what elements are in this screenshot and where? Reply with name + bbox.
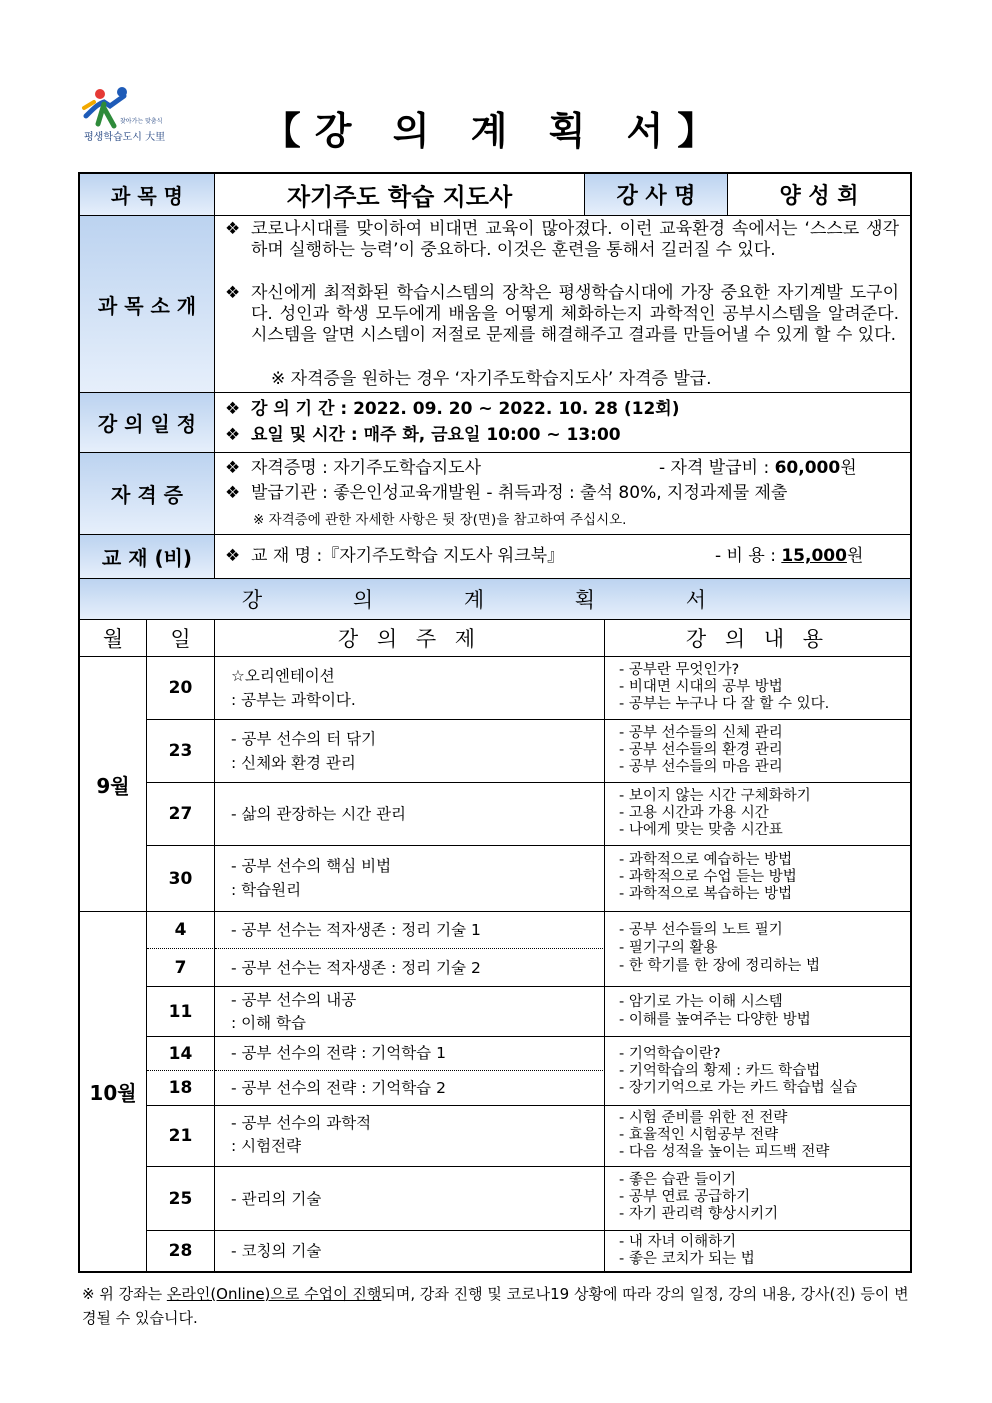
schedule-label: 강 의 일 정 (80, 393, 215, 453)
topic-line: - 공부 선수의 내공 (231, 991, 357, 1009)
intro-label: 과 목 소 개 (80, 216, 215, 393)
footer-online: 온라인(Online)으로 수업이 진행 (166, 1285, 382, 1303)
month-oct: 10월 (80, 912, 147, 1271)
bullet-icon: ❖ (225, 425, 241, 445)
bullet-icon: ❖ (225, 458, 241, 478)
day-cell: 7 (147, 949, 215, 987)
content-line: - 과학적으로 복습하는 방법 (619, 886, 793, 902)
content-line: - 공부 선수들의 노트 필기 (619, 922, 783, 938)
content-line: - 비대면 시대의 공부 방법 (619, 679, 783, 695)
content-cell (605, 846, 910, 912)
month-sep: 9월 (80, 657, 147, 912)
topic-line: - 공부 선수의 전략 : 기억학습 1 (231, 1044, 446, 1062)
header-day: 일 (147, 620, 215, 657)
intro-cell (215, 216, 910, 393)
content-line: - 고용 시간과 가용 시간 (619, 805, 769, 821)
day-cell: 20 (147, 657, 215, 720)
instructor-value: 양 성 희 (728, 174, 910, 216)
logo-tagline: 찾아가는 맞춤식 (120, 118, 163, 125)
content-line: - 한 학기를 한 장에 정리하는 법 (619, 958, 820, 974)
instructor-label: 강 사 명 (585, 174, 728, 216)
content-line: - 기억학습의 황제 : 카드 학습법 (619, 1063, 821, 1079)
schedule-cell (215, 393, 910, 453)
content-line: - 공부 연료 공급하기 (619, 1189, 751, 1205)
topic-cell (215, 1106, 605, 1167)
won-unit: 원 (846, 546, 864, 566)
content-line: - 필기구의 활용 (619, 940, 718, 956)
header-content: 강 의 내 용 (605, 620, 910, 657)
topic-line: - 공부 선수의 핵심 비법 (231, 857, 392, 875)
content-line: - 보이지 않는 시간 구체화하기 (619, 788, 811, 804)
topic-line: - 공부 선수의 과학적 (231, 1114, 372, 1132)
book-cell (215, 535, 910, 579)
plan-title: 강 의 계 획 서 (80, 579, 910, 620)
footer-prefix: ※ 위 강좌는 (82, 1285, 167, 1303)
intro-paragraph-2: 자신에게 최적화된 학습시스템의 장착은 평생학습시대에 가장 중요한 자기계발 도구이다. 성인과 학생 모두에게 배움을 어떻게 체화하는지 과학적인 공부시스템을 알려준다. 시스템을 알면 시스템이 저절로 문제를 해결해주고 결과를 만들어낼 수 있게 할 수 있다. (251, 283, 899, 345)
content-line: - 이해를 높여주는 다양한 방법 (619, 1012, 811, 1028)
topic-line: - 삶의 관장하는 시간 관리 (231, 805, 407, 823)
topic-cell (215, 846, 605, 912)
content-cell (605, 783, 910, 846)
content-line: - 과학적으로 수업 듣는 방법 (619, 869, 797, 885)
content-line: - 내 자녀 이해하기 (619, 1234, 737, 1250)
topic-line: - 공부 선수의 전략 : 기억학습 2 (231, 1079, 446, 1097)
cert-cell (215, 453, 910, 535)
topic-cell (215, 1231, 605, 1271)
cert-label: 자 격 증 (80, 453, 215, 535)
cert-fee (659, 458, 857, 479)
topic-line: - 공부 선수의 터 닦기 (231, 730, 377, 748)
schedule-time: 요일 및 시간 : 매주 화, 금요일 10:00 ~ 13:00 (251, 425, 621, 445)
day-cell: 14 (147, 1037, 215, 1071)
footer-note (82, 1282, 922, 1330)
cert-name: 자격증명 : 자기주도학습지도사 (251, 458, 482, 478)
content-line: - 시험 준비를 위한 전 전략 (619, 1110, 788, 1126)
content-line: - 공부란 무엇인가? (619, 662, 740, 678)
subject-label: 과 목 명 (80, 174, 215, 216)
day-cell: 18 (147, 1071, 215, 1106)
topic-line: : 시험전략 (231, 1137, 302, 1155)
content-cell (605, 657, 910, 720)
content-line: - 공부 선수들의 신체 관리 (619, 725, 783, 741)
day-cell: 21 (147, 1106, 215, 1167)
topic-line: - 공부 선수는 적자생존 : 정리 기술 1 (231, 921, 481, 939)
intro-note: ※ 자격증을 원하는 경우 ‘자기주도학습지도사’ 자격증 발급. (271, 369, 712, 389)
day-cell: 28 (147, 1231, 215, 1271)
bullet-icon: ❖ (225, 283, 241, 303)
topic-line: : 학습원리 (231, 881, 302, 899)
header-month: 월 (80, 620, 147, 657)
topic-cell (215, 1071, 605, 1106)
cert-issuer: 발급기관 : 좋은인성교육개발원 - 취득과정 : 출석 80%, 지정과제물 제출 (251, 483, 788, 503)
topic-line: : 이해 학습 (231, 1014, 306, 1032)
bullet-icon: ❖ (225, 483, 241, 503)
day-cell: 4 (147, 912, 215, 949)
bullet-icon: ❖ (225, 546, 241, 566)
day-cell: 30 (147, 846, 215, 912)
day-cell: 23 (147, 720, 215, 783)
topic-cell (215, 987, 605, 1037)
book-cost-value: 15,000 (781, 546, 847, 566)
topic-line: : 신체와 환경 관리 (231, 754, 356, 772)
topic-cell (215, 912, 605, 949)
bullet-icon: ❖ (225, 399, 241, 419)
content-line: - 공부는 누구나 다 잘 할 수 있다. (619, 696, 830, 712)
content-line: - 기억학습이란? (619, 1046, 721, 1062)
day-cell: 11 (147, 987, 215, 1037)
day-cell: 25 (147, 1167, 215, 1231)
header-topic: 강 의 주 제 (215, 620, 605, 657)
day-cell: 27 (147, 783, 215, 846)
topic-line: : 공부는 과학이다. (231, 691, 356, 709)
content-line: - 장기기억으로 가는 카드 학습법 실습 (619, 1080, 858, 1096)
cert-fee-value: 60,000 (774, 458, 841, 478)
content-cell-merged (605, 912, 910, 987)
book-label: 교 재 (비) (80, 535, 215, 579)
bullet-icon: ❖ (225, 219, 241, 239)
book-cost (715, 546, 863, 567)
content-line: - 공부 선수들의 마음 관리 (619, 759, 783, 775)
book-cost-label: - 비 용 : (715, 546, 776, 566)
content-line: - 효율적인 시험공부 전략 (619, 1127, 779, 1143)
plan-table (78, 172, 912, 1273)
content-cell (605, 987, 910, 1037)
content-cell (605, 1106, 910, 1167)
topic-cell (215, 949, 605, 987)
topic-cell (215, 1037, 605, 1071)
topic-line: ☆오리엔테이션 (231, 667, 335, 685)
cert-note: ※ 자격증에 관한 자세한 사항은 뒷 장(면)을 참고하여 주십시오. (253, 512, 627, 528)
topic-cell (215, 657, 605, 720)
intro-paragraph-1: 코로나시대를 맞이하여 비대면 교육이 많아졌다. 이런 교육환경 속에서는 ‘스스로 생각하며 실행하는 능력’이 중요하다. 이것은 훈련을 통해서 길러질 수 있다. (251, 219, 899, 260)
content-cell (605, 1231, 910, 1271)
content-cell (605, 720, 910, 783)
book-name: 교 재 명 :『자기주도학습 지도사 워크북』 (251, 546, 565, 566)
content-line: - 좋은 코치가 되는 법 (619, 1251, 755, 1267)
topic-line: - 코칭의 기술 (231, 1242, 322, 1260)
content-line: - 좋은 습관 들이기 (619, 1172, 737, 1188)
subject-value: 자기주도 학습 지도사 (215, 174, 585, 216)
cert-fee-label: - 자격 발급비 : (659, 458, 770, 478)
content-line: - 공부 선수들의 환경 관리 (619, 742, 783, 758)
page-title: 【강 의 계 획 서】 (262, 109, 730, 153)
won-unit: 원 (840, 458, 857, 478)
content-cell-merged (605, 1037, 910, 1106)
topic-cell (215, 1167, 605, 1231)
content-line: - 나에게 맞는 맞춤 시간표 (619, 822, 783, 838)
content-line: - 다음 성적을 높이는 피드백 전략 (619, 1144, 830, 1160)
content-cell (605, 1167, 910, 1231)
topic-line: - 관리의 기술 (231, 1190, 322, 1208)
topic-cell (215, 783, 605, 846)
content-line: - 과학적으로 예습하는 방법 (619, 852, 793, 868)
content-line: - 암기로 가는 이해 시스템 (619, 994, 783, 1010)
content-line: - 자기 관리력 향상시키기 (619, 1206, 779, 1222)
footer-rest: 되며, 강좌 진행 및 코로나19 상황에 따라 강의 일정, 강의 내용, 강사(진) 등이 변경될 수 있습니다. (82, 1285, 909, 1327)
logo-name: 평생학습도시 大里 (84, 132, 166, 143)
topic-line: - 공부 선수는 적자생존 : 정리 기술 2 (231, 959, 481, 977)
topic-cell (215, 720, 605, 783)
schedule-period: 강 의 기 간 : 2022. 09. 20 ~ 2022. 10. 28 (12회) (251, 399, 680, 419)
